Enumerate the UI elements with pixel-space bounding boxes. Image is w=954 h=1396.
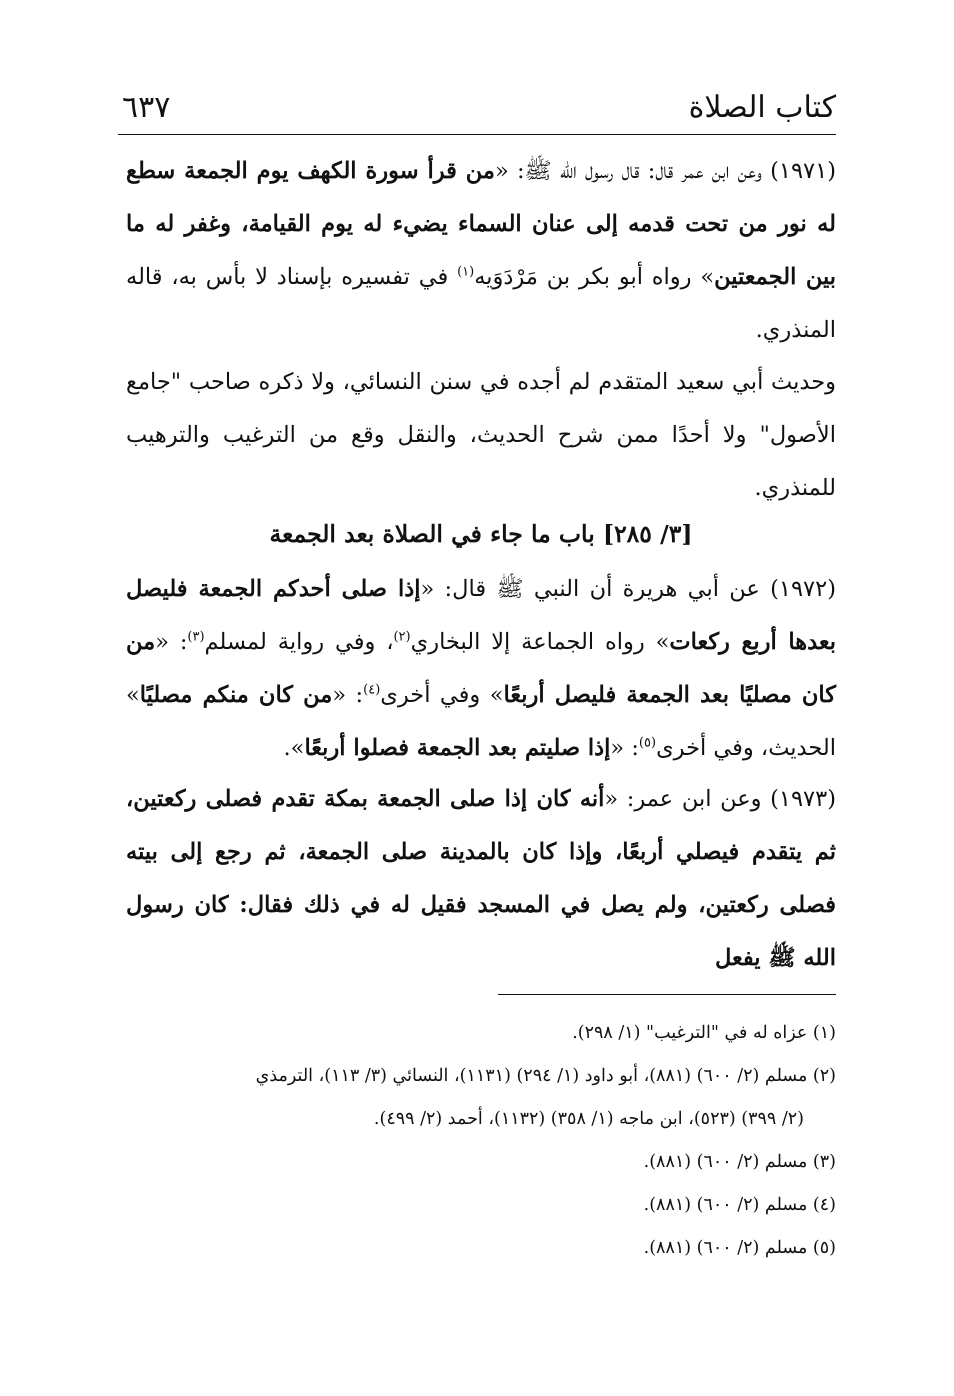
hadith-quote: إذا صلى أحدكم الجمعة فليصل بعدها أربع ركعات [126, 576, 836, 655]
footnote-1: (١) عزاه له في "الترغيب" (١/ ٢٩٨). [572, 1023, 836, 1043]
footnote-divider [498, 994, 836, 995]
text-run: ، وفي رواية لمسلم [204, 629, 394, 655]
running-title: كتاب الصلاة [688, 90, 836, 125]
text-run: ». [283, 735, 305, 761]
header-divider [118, 134, 836, 135]
footnote-2: (٢) مسلم (٢/ ٦٠٠) (٨٨١)، أبو داود (١/ ٢٩٤) (١١٣١)، النسائي (٣/ ١١٣)، الترمذي [255, 1066, 836, 1086]
footnote-ref-4: (٤) [363, 682, 381, 698]
footnote-3: (٣) مسلم (٢/ ٦٠٠) (٨٨١). [643, 1152, 836, 1172]
footnote-2-continued: (٢/ ٣٩٩) (٥٢٣)، ابن ماجه (١/ ٣٥٨) (١١٣٢)، أحمد (٢/ ٤٩٩). [373, 1109, 804, 1129]
hadith-1972 [126, 563, 836, 775]
hadith-quote: من كان منكم مصليًا [139, 682, 333, 708]
hadith-1971 [126, 145, 836, 357]
text-run: : « [610, 735, 639, 761]
text-run: » رواه الجماعة إلا البخاري [410, 629, 670, 655]
hadith-quote: أنه كان إذا صلى الجمعة بمكة تقدم فصلى ركعتين، ثم يتقدم فيصلي أربعًا، وإذا كان بالمدينة صلى الجمعة، ثم رجع إلى بيته فصلى ركعتين، ولم يصل في المسجد فقيل له في ذلك فقال: كان رسول الله ﷺ يفعل [126, 786, 836, 971]
text-run: » وفي أخرى [380, 682, 504, 708]
commentary-paragraph: وحديث أبي سعيد المتقدم لم أجده في سنن النسائي، ولا ذكره صاحب "جامع الأصول" ولا أحدًا ممن شرح الحديث، والنقل وقع من الترغيب والترهيب للمنذري. [126, 369, 836, 501]
footnote-4: (٤) مسلم (٢/ ٦٠٠) (٨٨١). [643, 1195, 836, 1215]
page-header [120, 78, 836, 134]
footnote-5: (٥) مسلم (٢/ ٦٠٠) (٨٨١). [643, 1238, 836, 1258]
hadith-quote: من قرأ سورة الكهف يوم الجمعة سطع له نور من تحت قدمه إلى عنان السماء يضيء له يوم القيامة، وغفر له ما بين الجمعتين [126, 158, 836, 290]
footnote-ref-1: (١) [457, 264, 475, 280]
text-run: (١٩٧٣) وعن ابن عمر: « [604, 786, 837, 812]
hadith-1973 [126, 773, 836, 985]
chapter-heading: [٣/ ٢٨٥] باب ما جاء في الصلاة بعد الجمعة [269, 520, 693, 548]
text-run: » الحديث، وفي أخرى [126, 682, 836, 761]
text-run: : « [332, 682, 364, 708]
hadith-quote: من كان مصليًا بعد الجمعة فليصل أربعًا [126, 629, 836, 708]
footnotes [126, 1012, 836, 1270]
text-run: (١٩٧١) وعن ابن عمر قال: قال رسول الله ﷺ: « [494, 158, 836, 184]
page-number: ٦٣٧ [122, 90, 171, 125]
footnote-ref-5: (٥) [638, 735, 657, 751]
hadith-quote: إذا صليتم بعد الجمعة فصلوا أربعًا [304, 735, 611, 761]
text-run: (١٩٧٢) عن أبي هريرة أن النبي ﷺ قال: « [420, 576, 836, 602]
footnote-ref-2: (٢) [393, 629, 411, 645]
text-run: في تفسيره بإسناد لا بأس به، قاله المنذري. [126, 264, 836, 343]
text-run: » رواه أبو بكر بن مَرْدَوَيه [474, 264, 715, 290]
text-run: : « [155, 629, 188, 655]
footnote-ref-3: (٣) [187, 629, 205, 645]
